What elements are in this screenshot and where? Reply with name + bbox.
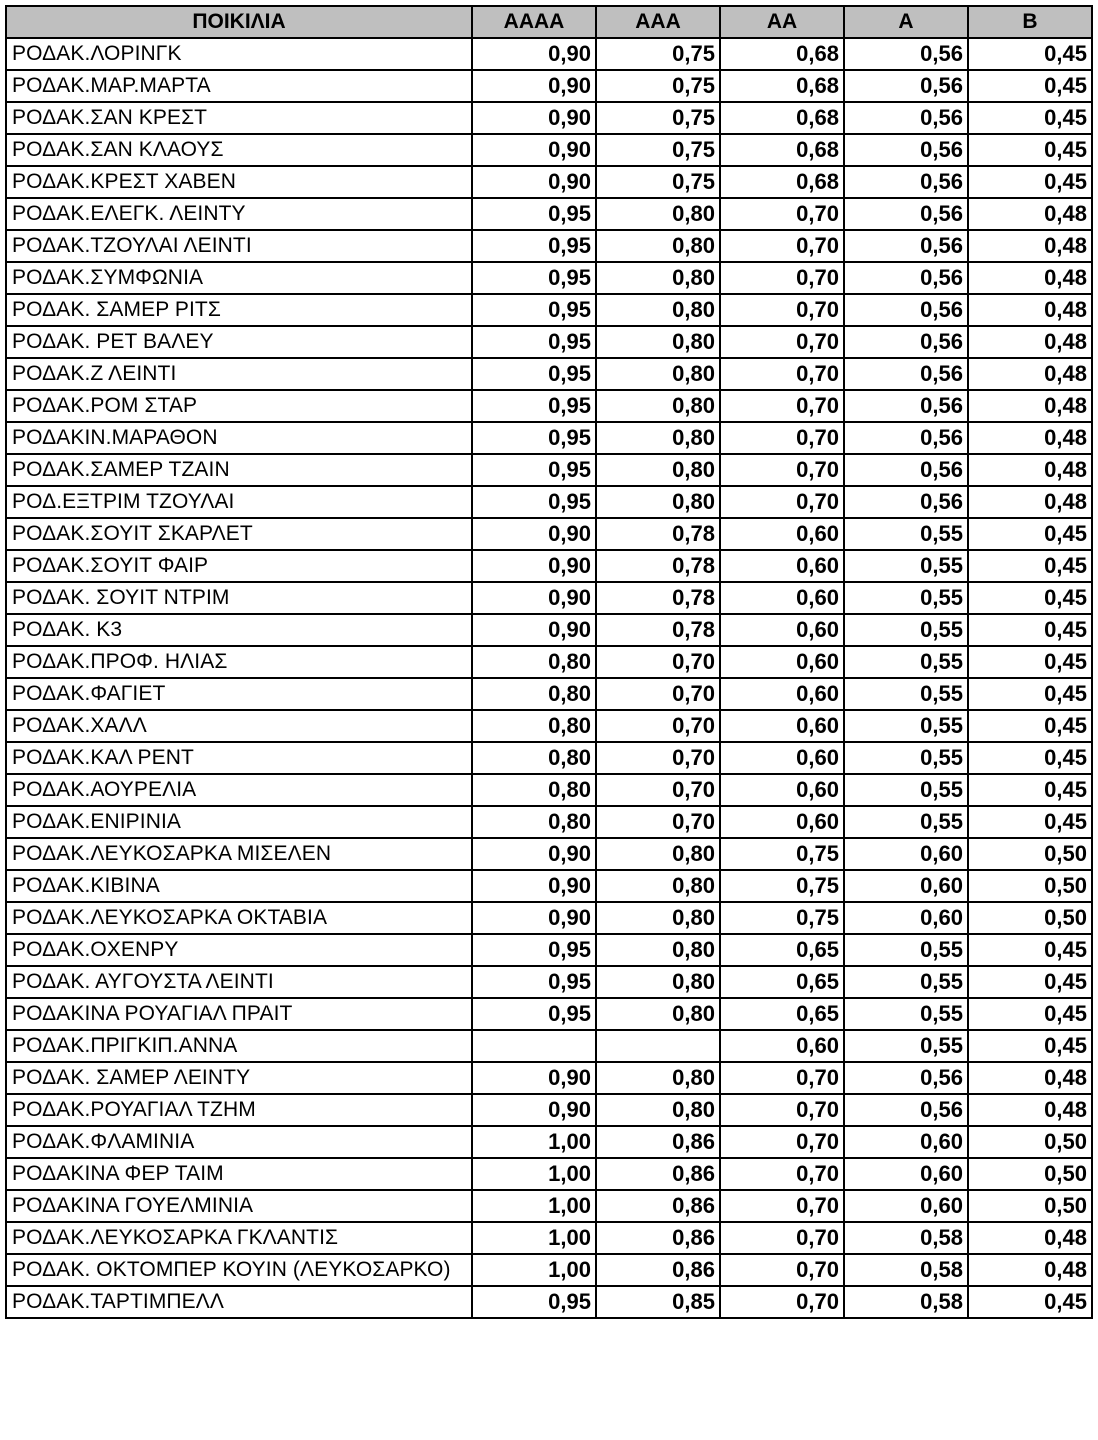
variety-cell: ΡΟΔΑΚ.ΚΙΒΙΝΑ (6, 870, 472, 902)
price-aa-cell: 0,70 (720, 294, 844, 326)
table-row (6, 838, 1092, 870)
price-aa-cell: 0,65 (720, 966, 844, 998)
price-aaa-cell: 0,86 (596, 1190, 720, 1222)
variety-cell: ΡΟΔΑΚ.ΧΑΛΛ (6, 710, 472, 742)
price-aa-cell: 0,65 (720, 998, 844, 1030)
price-a-cell: 0,58 (844, 1254, 968, 1286)
table-row (6, 582, 1092, 614)
variety-cell: ΡΟΔΑΚ.ΡΟΥΑΓΙΑΛ ΤΖΗΜ (6, 1094, 472, 1126)
price-b-cell: 0,48 (968, 1062, 1092, 1094)
price-a-cell: 0,55 (844, 998, 968, 1030)
price-a-cell: 0,55 (844, 518, 968, 550)
price-aaaa-cell: 0,80 (472, 742, 596, 774)
variety-cell: ΡΟΔΑΚ.Ζ ΛΕΙΝΤΙ (6, 358, 472, 390)
table-row (6, 38, 1092, 70)
price-aa-cell: 0,70 (720, 358, 844, 390)
price-aaaa-cell: 0,90 (472, 870, 596, 902)
price-aaa-cell: 0,80 (596, 230, 720, 262)
price-b-cell: 0,48 (968, 422, 1092, 454)
price-aa-cell: 0,70 (720, 326, 844, 358)
table-row (6, 1094, 1092, 1126)
price-aaa-cell: 0,80 (596, 966, 720, 998)
variety-cell: ΡΟΔΑΚ.ΣΑΜΕΡ ΤΖΑΙΝ (6, 454, 472, 486)
price-b-cell: 0,45 (968, 998, 1092, 1030)
price-aa-cell: 0,70 (720, 1126, 844, 1158)
price-a-cell: 0,56 (844, 1062, 968, 1094)
table-row (6, 710, 1092, 742)
price-aa-cell: 0,60 (720, 1030, 844, 1062)
price-b-cell: 0,48 (968, 1094, 1092, 1126)
price-aa-cell: 0,60 (720, 646, 844, 678)
price-a-cell: 0,56 (844, 38, 968, 70)
variety-cell: ΡΟΔΑΚ.ΛΟΡΙΝΓΚ (6, 38, 472, 70)
price-aa-cell: 0,68 (720, 134, 844, 166)
price-aaaa-cell: 0,95 (472, 326, 596, 358)
price-aaa-cell: 0,78 (596, 614, 720, 646)
price-aaa-cell: 0,70 (596, 806, 720, 838)
price-aaaa-cell: 0,95 (472, 934, 596, 966)
price-aaaa-cell: 0,80 (472, 710, 596, 742)
variety-cell: ΡΟΔΑΚ.ΛΕΥΚΟΣΑΡΚΑ ΜΙΣΕΛΕΝ (6, 838, 472, 870)
price-aa-cell: 0,60 (720, 582, 844, 614)
price-aa-cell: 0,70 (720, 1158, 844, 1190)
table-row (6, 166, 1092, 198)
price-b-cell: 0,48 (968, 1254, 1092, 1286)
price-aa-cell: 0,60 (720, 614, 844, 646)
table-row (6, 1030, 1092, 1062)
price-aaaa-cell: 0,90 (472, 838, 596, 870)
price-a-cell: 0,55 (844, 1030, 968, 1062)
price-b-cell: 0,48 (968, 486, 1092, 518)
price-aaaa-cell: 0,95 (472, 262, 596, 294)
price-b-cell: 0,45 (968, 774, 1092, 806)
price-aa-cell: 0,75 (720, 870, 844, 902)
price-a-cell: 0,55 (844, 582, 968, 614)
price-a-cell: 0,55 (844, 774, 968, 806)
price-aaaa-cell: 0,90 (472, 1094, 596, 1126)
price-aa-cell: 0,68 (720, 102, 844, 134)
price-aa-cell: 0,68 (720, 38, 844, 70)
price-b-cell: 0,45 (968, 70, 1092, 102)
price-a-cell: 0,56 (844, 102, 968, 134)
price-aaaa-cell: 0,95 (472, 1286, 596, 1318)
price-aaa-cell: 0,85 (596, 1286, 720, 1318)
price-b-cell: 0,45 (968, 742, 1092, 774)
price-aaaa-cell: 0,95 (472, 390, 596, 422)
table-row (6, 998, 1092, 1030)
price-aaaa-cell: 0,95 (472, 998, 596, 1030)
price-b-cell: 0,48 (968, 358, 1092, 390)
price-aa-cell: 0,70 (720, 1254, 844, 1286)
price-aaaa-cell: 0,90 (472, 134, 596, 166)
price-aa-cell: 0,60 (720, 710, 844, 742)
price-a-cell: 0,56 (844, 390, 968, 422)
variety-cell: ΡΟΔΑΚ.ΕΛΕΓΚ. ΛΕΙΝΤΥ (6, 198, 472, 230)
price-aaaa-cell: 0,90 (472, 38, 596, 70)
price-a-cell: 0,60 (844, 838, 968, 870)
price-b-cell: 0,45 (968, 710, 1092, 742)
table-row (6, 134, 1092, 166)
variety-cell: ΡΟΔΑΚ.ΑΟΥΡΕΛΙΑ (6, 774, 472, 806)
price-aaa-cell: 0,86 (596, 1158, 720, 1190)
price-b-cell: 0,45 (968, 38, 1092, 70)
table-row (6, 390, 1092, 422)
price-b-cell: 0,45 (968, 550, 1092, 582)
price-b-cell: 0,50 (968, 1190, 1092, 1222)
price-b-cell: 0,45 (968, 166, 1092, 198)
price-aaa-cell (596, 1030, 720, 1062)
price-aa-cell: 0,70 (720, 1062, 844, 1094)
price-aa-cell: 0,68 (720, 70, 844, 102)
price-aa-cell: 0,70 (720, 1222, 844, 1254)
price-aa-cell: 0,70 (720, 1286, 844, 1318)
price-aaa-cell: 0,70 (596, 774, 720, 806)
column-header-variety: ΠΟΙΚΙΛΙΑ (6, 6, 472, 38)
price-aaa-cell: 0,80 (596, 838, 720, 870)
price-aaaa-cell: 1,00 (472, 1126, 596, 1158)
table-row (6, 1222, 1092, 1254)
price-aa-cell: 0,60 (720, 518, 844, 550)
table-row (6, 198, 1092, 230)
price-aaa-cell: 0,86 (596, 1222, 720, 1254)
price-a-cell: 0,56 (844, 70, 968, 102)
price-aaaa-cell: 0,90 (472, 70, 596, 102)
variety-cell: ΡΟΔΑΚ.ΚΑΛ ΡΕΝΤ (6, 742, 472, 774)
price-aaa-cell: 0,80 (596, 358, 720, 390)
price-b-cell: 0,48 (968, 262, 1092, 294)
table-row (6, 326, 1092, 358)
price-aaa-cell: 0,78 (596, 550, 720, 582)
price-aa-cell: 0,70 (720, 454, 844, 486)
price-aaa-cell: 0,80 (596, 1094, 720, 1126)
price-b-cell: 0,48 (968, 1222, 1092, 1254)
variety-cell: ΡΟΔΑΚΙΝ.ΜΑΡΑΘΟΝ (6, 422, 472, 454)
price-aaaa-cell: 0,95 (472, 422, 596, 454)
variety-cell: ΡΟΔΑΚ.ΠΡΙΓΚΙΠ.ΑΝΝΑ (6, 1030, 472, 1062)
price-a-cell: 0,55 (844, 678, 968, 710)
price-aa-cell: 0,60 (720, 774, 844, 806)
price-aa-cell: 0,70 (720, 1094, 844, 1126)
variety-cell: ΡΟΔΑΚΙΝΑ ΦΕΡ ΤΑΙΜ (6, 1158, 472, 1190)
price-b-cell: 0,45 (968, 966, 1092, 998)
price-a-cell: 0,55 (844, 614, 968, 646)
price-a-cell: 0,56 (844, 326, 968, 358)
price-aaa-cell: 0,80 (596, 902, 720, 934)
price-a-cell: 0,56 (844, 358, 968, 390)
price-aaa-cell: 0,78 (596, 518, 720, 550)
price-aaaa-cell: 0,90 (472, 582, 596, 614)
price-aaaa-cell: 0,90 (472, 102, 596, 134)
price-aa-cell: 0,75 (720, 902, 844, 934)
price-aaa-cell: 0,80 (596, 870, 720, 902)
price-aaaa-cell: 0,90 (472, 550, 596, 582)
price-a-cell: 0,56 (844, 198, 968, 230)
price-aaa-cell: 0,75 (596, 102, 720, 134)
price-aaa-cell: 0,75 (596, 70, 720, 102)
variety-cell: ΡΟΔΑΚ. ΑΥΓΟΥΣΤΑ ΛΕΙΝΤΙ (6, 966, 472, 998)
table-row (6, 422, 1092, 454)
price-a-cell: 0,55 (844, 550, 968, 582)
price-aaa-cell: 0,80 (596, 1062, 720, 1094)
table-row (6, 614, 1092, 646)
price-b-cell: 0,48 (968, 454, 1092, 486)
variety-cell: ΡΟΔΑΚ.ΣΑΝ ΚΛΑΟΥΣ (6, 134, 472, 166)
price-aaa-cell: 0,80 (596, 198, 720, 230)
price-aa-cell: 0,75 (720, 838, 844, 870)
price-table (5, 5, 1093, 1319)
price-aa-cell: 0,70 (720, 390, 844, 422)
price-aaa-cell: 0,80 (596, 998, 720, 1030)
variety-cell: ΡΟΔΑΚ.ΤΑΡΤΙΜΠΕΛΛ (6, 1286, 472, 1318)
table-row (6, 1254, 1092, 1286)
price-aaa-cell: 0,80 (596, 294, 720, 326)
variety-cell: ΡΟΔΑΚ.ΜΑΡ.ΜΑΡΤΑ (6, 70, 472, 102)
price-aaaa-cell: 0,95 (472, 230, 596, 262)
price-b-cell: 0,48 (968, 294, 1092, 326)
column-header-aa: ΑΑ (720, 6, 844, 38)
price-aa-cell: 0,60 (720, 678, 844, 710)
variety-cell: ΡΟΔΑΚ. ΡΕΤ ΒΑΛΕΥ (6, 326, 472, 358)
table-row (6, 646, 1092, 678)
price-aaa-cell: 0,75 (596, 38, 720, 70)
column-header-b: Β (968, 6, 1092, 38)
price-aaaa-cell: 0,90 (472, 902, 596, 934)
table-row (6, 742, 1092, 774)
table-row (6, 870, 1092, 902)
price-a-cell: 0,58 (844, 1222, 968, 1254)
variety-cell: ΡΟΔ.ΕΞΤΡΙΜ ΤΖΟΥΛΑΙ (6, 486, 472, 518)
table-row (6, 294, 1092, 326)
variety-cell: ΡΟΔΑΚ. Κ3 (6, 614, 472, 646)
header-row (6, 6, 1092, 38)
price-aaa-cell: 0,86 (596, 1254, 720, 1286)
variety-cell: ΡΟΔΑΚ.ΣΥΜΦΩΝΙΑ (6, 262, 472, 294)
price-aa-cell: 0,68 (720, 166, 844, 198)
price-a-cell: 0,55 (844, 806, 968, 838)
column-header-aaaa: ΑΑΑΑ (472, 6, 596, 38)
table-row (6, 1158, 1092, 1190)
price-aaaa-cell (472, 1030, 596, 1062)
price-b-cell: 0,45 (968, 582, 1092, 614)
price-aaa-cell: 0,80 (596, 326, 720, 358)
table-row (6, 1190, 1092, 1222)
price-a-cell: 0,56 (844, 166, 968, 198)
table-row (6, 774, 1092, 806)
table-row (6, 806, 1092, 838)
price-aa-cell: 0,65 (720, 934, 844, 966)
price-aaa-cell: 0,86 (596, 1126, 720, 1158)
price-a-cell: 0,56 (844, 486, 968, 518)
price-aa-cell: 0,60 (720, 742, 844, 774)
variety-cell: ΡΟΔΑΚ.ΛΕΥΚΟΣΑΡΚΑ ΟΚΤΑΒΙΑ (6, 902, 472, 934)
price-aaa-cell: 0,80 (596, 262, 720, 294)
table-row (6, 902, 1092, 934)
price-aaaa-cell: 0,80 (472, 806, 596, 838)
price-aaaa-cell: 1,00 (472, 1190, 596, 1222)
table-row (6, 1062, 1092, 1094)
variety-cell: ΡΟΔΑΚ. ΣΑΜΕΡ ΡΙΤΣ (6, 294, 472, 326)
price-a-cell: 0,55 (844, 646, 968, 678)
price-b-cell: 0,48 (968, 326, 1092, 358)
table-row (6, 678, 1092, 710)
price-aaa-cell: 0,75 (596, 134, 720, 166)
price-a-cell: 0,56 (844, 422, 968, 454)
variety-cell: ΡΟΔΑΚΙΝΑ ΡΟΥΑΓΙΑΛ ΠΡΑΙΤ (6, 998, 472, 1030)
price-aaaa-cell: 0,95 (472, 486, 596, 518)
price-a-cell: 0,56 (844, 262, 968, 294)
price-a-cell: 0,56 (844, 294, 968, 326)
price-b-cell: 0,50 (968, 1126, 1092, 1158)
price-aaa-cell: 0,78 (596, 582, 720, 614)
price-a-cell: 0,55 (844, 934, 968, 966)
price-a-cell: 0,56 (844, 230, 968, 262)
table-row (6, 262, 1092, 294)
price-aaaa-cell: 0,95 (472, 454, 596, 486)
price-aaaa-cell: 0,80 (472, 646, 596, 678)
price-aaaa-cell: 1,00 (472, 1158, 596, 1190)
variety-cell: ΡΟΔΑΚ. ΣΑΜΕΡ ΛΕΙΝΤΥ (6, 1062, 472, 1094)
table-row (6, 70, 1092, 102)
price-b-cell: 0,45 (968, 934, 1092, 966)
price-a-cell: 0,60 (844, 1158, 968, 1190)
price-b-cell: 0,45 (968, 646, 1092, 678)
table-row (6, 550, 1092, 582)
price-b-cell: 0,45 (968, 134, 1092, 166)
price-aaaa-cell: 0,95 (472, 294, 596, 326)
table-row (6, 454, 1092, 486)
price-b-cell: 0,45 (968, 614, 1092, 646)
variety-cell: ΡΟΔΑΚ.ΚΡΕΣΤ ΧΑΒΕΝ (6, 166, 472, 198)
price-b-cell: 0,50 (968, 870, 1092, 902)
price-a-cell: 0,56 (844, 454, 968, 486)
variety-cell: ΡΟΔΑΚ. ΣΟΥΙΤ ΝΤΡΙΜ (6, 582, 472, 614)
price-a-cell: 0,55 (844, 710, 968, 742)
column-header-aaa: ΑΑΑ (596, 6, 720, 38)
price-aaa-cell: 0,70 (596, 742, 720, 774)
variety-cell: ΡΟΔΑΚ.ΛΕΥΚΟΣΑΡΚΑ ΓΚΛΑΝΤΙΣ (6, 1222, 472, 1254)
variety-cell: ΡΟΔΑΚ.ΟΧΕΝΡΥ (6, 934, 472, 966)
column-header-a: Α (844, 6, 968, 38)
price-aaaa-cell: 1,00 (472, 1254, 596, 1286)
table-row (6, 358, 1092, 390)
price-b-cell: 0,50 (968, 902, 1092, 934)
price-aaaa-cell: 0,90 (472, 1062, 596, 1094)
price-a-cell: 0,56 (844, 134, 968, 166)
price-aaaa-cell: 0,95 (472, 358, 596, 390)
variety-cell: ΡΟΔΑΚ.ΠΡΟΦ. ΗΛΙΑΣ (6, 646, 472, 678)
table-row (6, 518, 1092, 550)
price-aaaa-cell: 0,90 (472, 166, 596, 198)
table-body (6, 38, 1092, 1318)
price-aaaa-cell: 0,95 (472, 966, 596, 998)
price-a-cell: 0,60 (844, 1190, 968, 1222)
price-aaa-cell: 0,80 (596, 422, 720, 454)
price-a-cell: 0,60 (844, 902, 968, 934)
price-b-cell: 0,45 (968, 806, 1092, 838)
price-aaa-cell: 0,80 (596, 454, 720, 486)
price-aa-cell: 0,70 (720, 230, 844, 262)
price-aaaa-cell: 0,80 (472, 678, 596, 710)
price-b-cell: 0,45 (968, 102, 1092, 134)
price-a-cell: 0,56 (844, 1094, 968, 1126)
price-aa-cell: 0,70 (720, 486, 844, 518)
price-b-cell: 0,45 (968, 678, 1092, 710)
price-b-cell: 0,45 (968, 518, 1092, 550)
price-aaa-cell: 0,75 (596, 166, 720, 198)
price-aa-cell: 0,60 (720, 550, 844, 582)
price-aaa-cell: 0,70 (596, 678, 720, 710)
table-row (6, 966, 1092, 998)
price-aaaa-cell: 1,00 (472, 1222, 596, 1254)
price-b-cell: 0,48 (968, 390, 1092, 422)
variety-cell: ΡΟΔΑΚ.ΣΟΥΙΤ ΦΑΙΡ (6, 550, 472, 582)
price-b-cell: 0,45 (968, 1286, 1092, 1318)
price-aaa-cell: 0,80 (596, 934, 720, 966)
variety-cell: ΡΟΔΑΚ.ΦΛΑΜΙΝΙΑ (6, 1126, 472, 1158)
variety-cell: ΡΟΔΑΚ.ΣΑΝ ΚΡΕΣΤ (6, 102, 472, 134)
price-aa-cell: 0,70 (720, 422, 844, 454)
price-b-cell: 0,50 (968, 1158, 1092, 1190)
price-b-cell: 0,45 (968, 1030, 1092, 1062)
price-a-cell: 0,55 (844, 742, 968, 774)
variety-cell: ΡΟΔΑΚ. ΟΚΤΟΜΠΕΡ ΚΟΥΙΝ (ΛΕΥΚΟΣΑΡΚΟ) (6, 1254, 472, 1286)
price-aaa-cell: 0,80 (596, 390, 720, 422)
price-b-cell: 0,48 (968, 198, 1092, 230)
price-a-cell: 0,58 (844, 1286, 968, 1318)
price-aaaa-cell: 0,90 (472, 518, 596, 550)
price-aaa-cell: 0,80 (596, 486, 720, 518)
price-a-cell: 0,60 (844, 870, 968, 902)
price-aa-cell: 0,70 (720, 198, 844, 230)
price-b-cell: 0,50 (968, 838, 1092, 870)
price-b-cell: 0,48 (968, 230, 1092, 262)
price-aaaa-cell: 0,80 (472, 774, 596, 806)
table-row (6, 934, 1092, 966)
variety-cell: ΡΟΔΑΚ.ΤΖΟΥΛΑΙ ΛΕΙΝΤΙ (6, 230, 472, 262)
price-a-cell: 0,60 (844, 1126, 968, 1158)
price-aa-cell: 0,70 (720, 262, 844, 294)
variety-cell: ΡΟΔΑΚΙΝΑ ΓΟΥΕΛΜΙΝΙΑ (6, 1190, 472, 1222)
table-row (6, 486, 1092, 518)
table-row (6, 102, 1092, 134)
price-aa-cell: 0,70 (720, 1190, 844, 1222)
variety-cell: ΡΟΔΑΚ.ΣΟΥΙΤ ΣΚΑΡΛΕΤ (6, 518, 472, 550)
price-aaa-cell: 0,70 (596, 646, 720, 678)
variety-cell: ΡΟΔΑΚ.ΡΟΜ ΣΤΑΡ (6, 390, 472, 422)
table-row (6, 230, 1092, 262)
price-aa-cell: 0,60 (720, 806, 844, 838)
variety-cell: ΡΟΔΑΚ.ΕΝΙΡΙΝΙΑ (6, 806, 472, 838)
price-a-cell: 0,55 (844, 966, 968, 998)
table-row (6, 1286, 1092, 1318)
price-aaa-cell: 0,70 (596, 710, 720, 742)
price-aaaa-cell: 0,95 (472, 198, 596, 230)
price-aaaa-cell: 0,90 (472, 614, 596, 646)
variety-cell: ΡΟΔΑΚ.ΦΑΓΙΕΤ (6, 678, 472, 710)
table-row (6, 1126, 1092, 1158)
